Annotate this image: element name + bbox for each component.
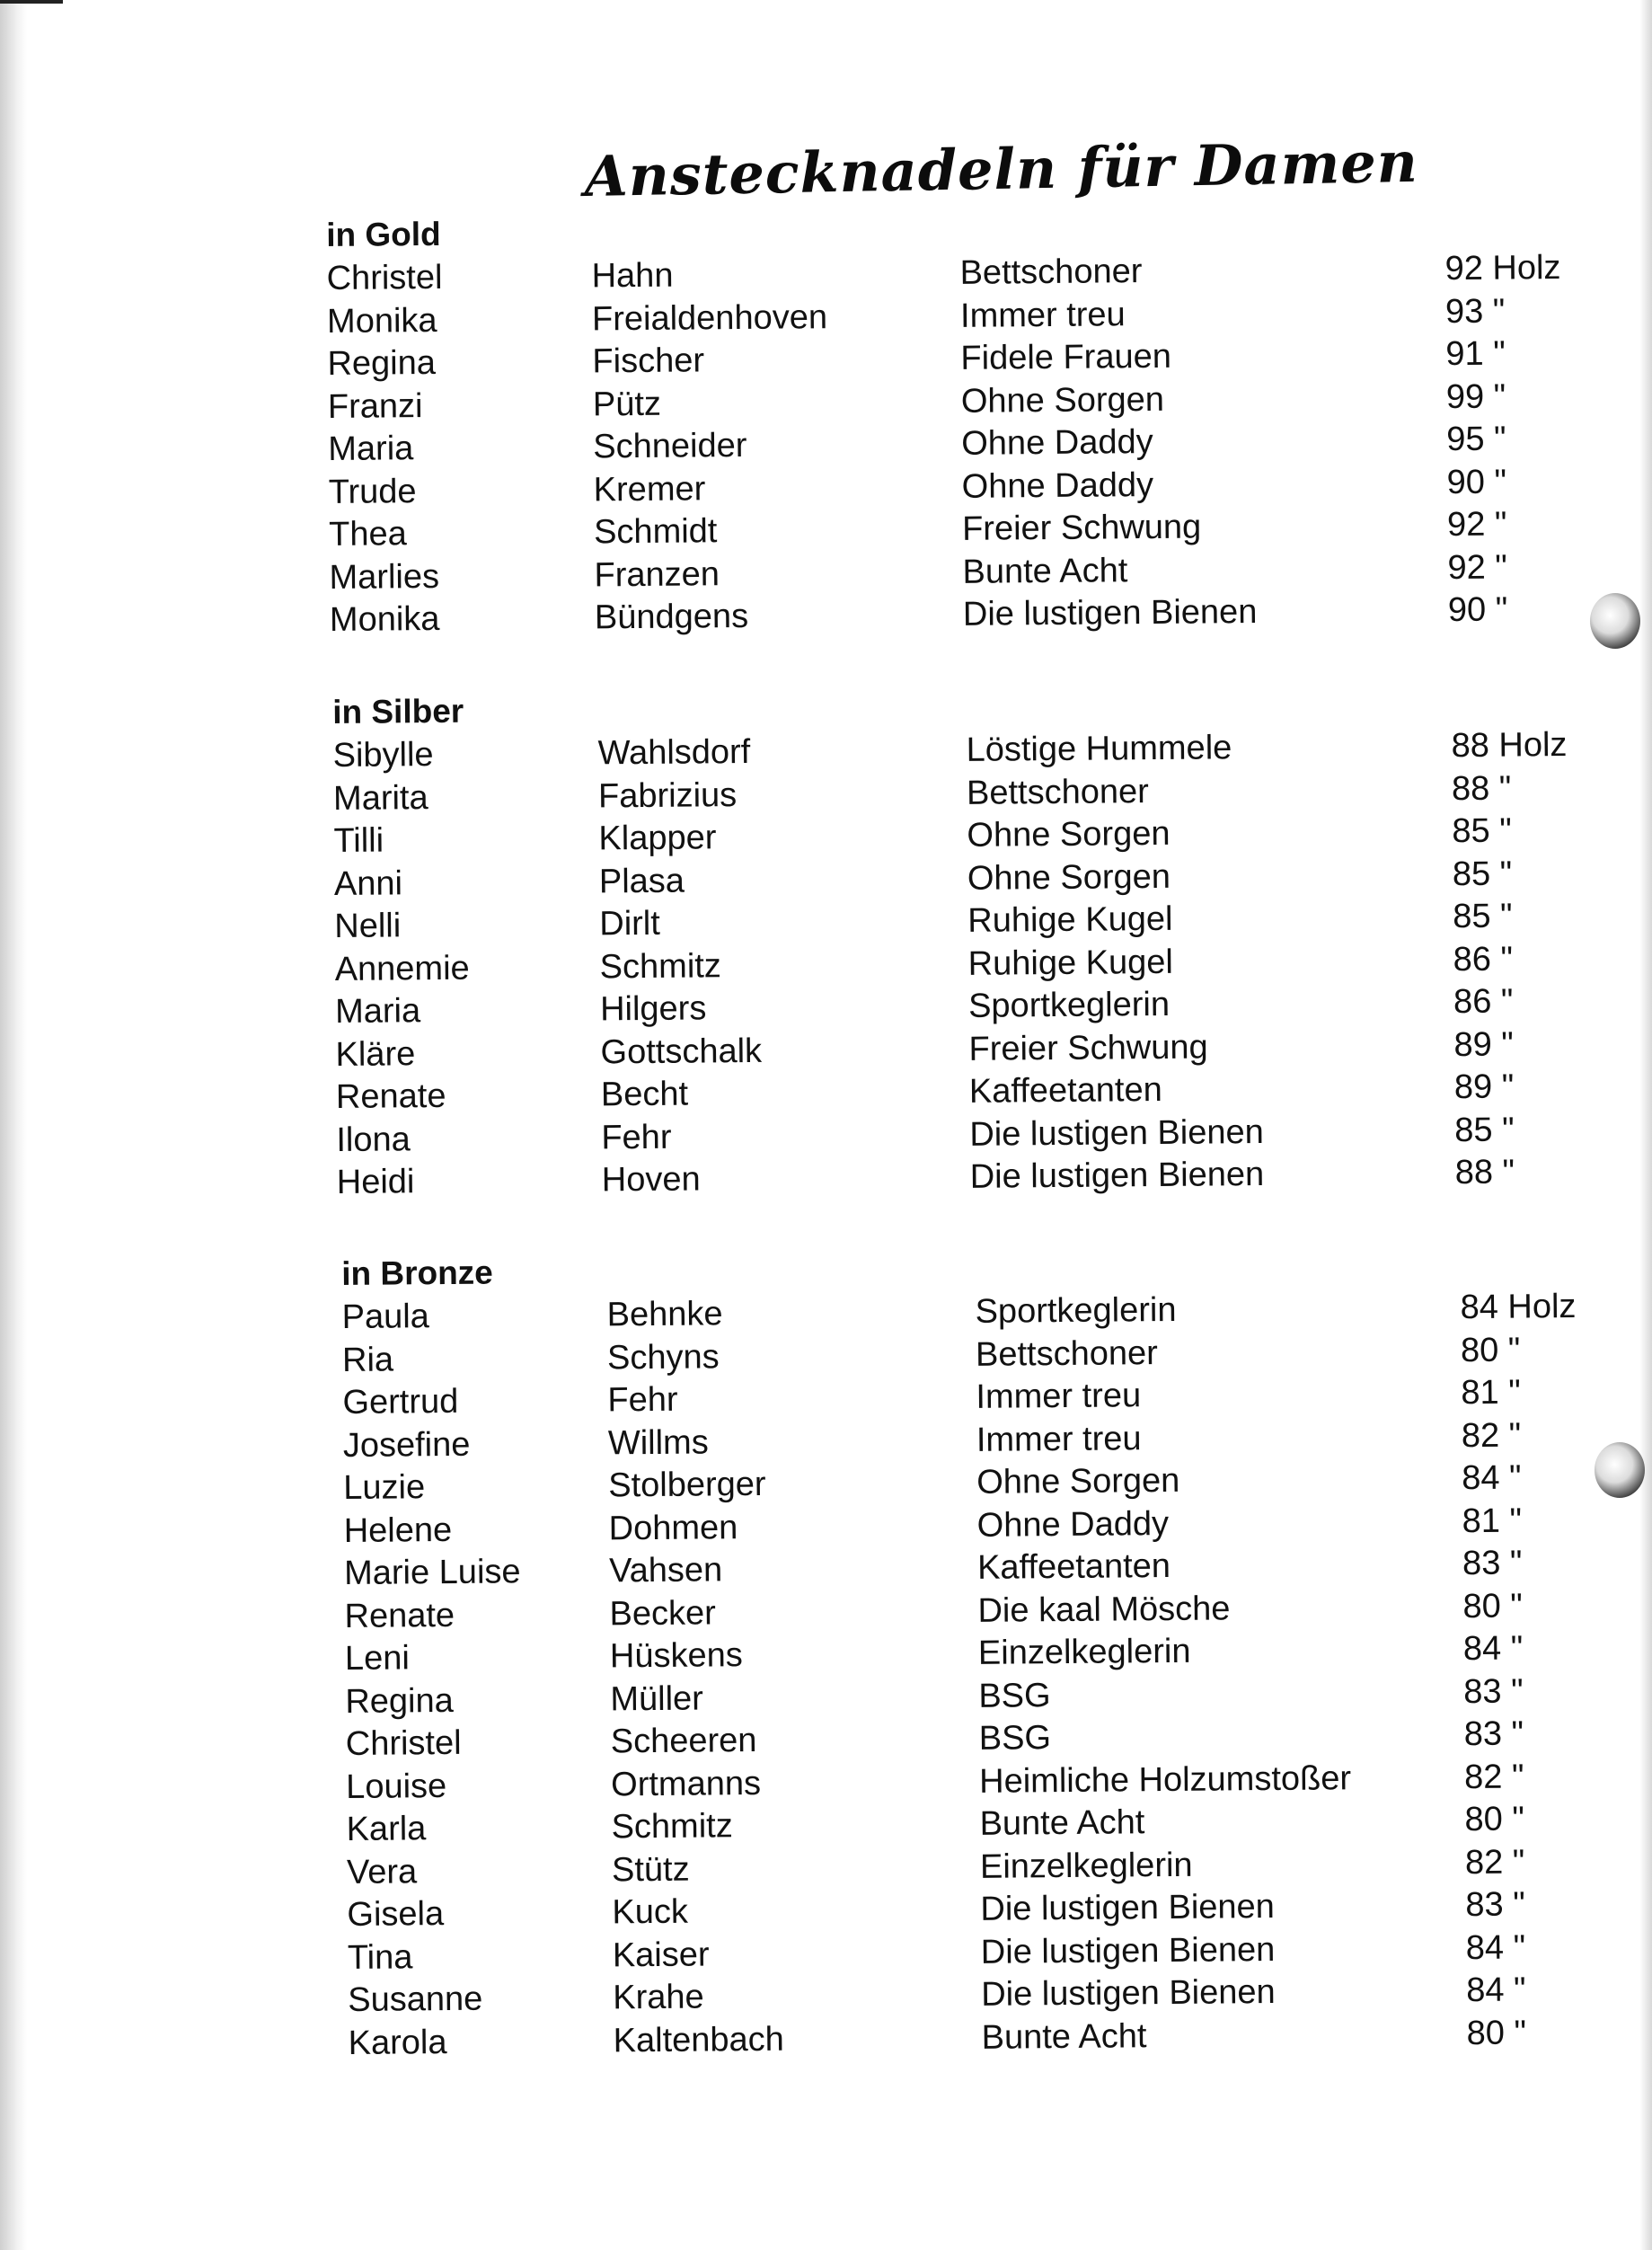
last-name: Fischer [592, 341, 705, 381]
club-name: Die lustigen Bienen [981, 1972, 1276, 2014]
club-name: Heimliche Holzumstoßer [978, 1758, 1352, 1801]
table-row [328, 420, 1506, 472]
last-name: Hilgers [599, 989, 707, 1029]
score: 81 " [1461, 1373, 1521, 1413]
score: 80 " [1460, 1331, 1521, 1369]
score: 83 " [1465, 1885, 1525, 1925]
club-name: Einzelkeglerin [977, 1632, 1191, 1672]
section-rows [332, 726, 1568, 1205]
table-row [332, 726, 1568, 778]
score: 82 " [1461, 1416, 1522, 1455]
first-name: Luzie [343, 1468, 426, 1507]
last-name: Stütz [611, 1850, 690, 1889]
score: 84 " [1466, 1971, 1526, 2010]
last-name: Becker [609, 1593, 716, 1633]
last-name: Plasa [598, 862, 685, 900]
score: 88 " [1451, 769, 1512, 808]
club-name: Kaffeetanten [976, 1546, 1171, 1587]
last-name: Pütz [592, 385, 662, 423]
first-name: Heidi [336, 1163, 415, 1201]
last-name: Klapper [598, 819, 717, 858]
punch-hole-upper [1590, 593, 1640, 649]
last-name: Bündgens [594, 597, 749, 637]
table-row [344, 1587, 1523, 1638]
score: 90 " [1447, 590, 1508, 630]
club-name: Kaffeetanten [968, 1070, 1162, 1111]
club-name: Ohne Daddy [976, 1504, 1170, 1545]
first-name: Vera [346, 1852, 418, 1891]
club-name: Die lustigen Bienen [969, 1112, 1264, 1154]
score: 88 " [1454, 1153, 1515, 1192]
club-name: Ohne Sorgen [976, 1461, 1180, 1501]
table-row [345, 1714, 1524, 1767]
table-row [345, 1672, 1524, 1723]
score: 92 Holz [1444, 249, 1561, 288]
score: 85 " [1454, 1111, 1515, 1149]
last-name: Freialdenhoven [591, 297, 828, 338]
score: 80 " [1464, 1800, 1525, 1839]
section-rows [341, 1288, 1577, 2065]
section-bronze [341, 1251, 1577, 2065]
table-row [334, 940, 1514, 991]
section-heading: in Gold [326, 215, 441, 253]
club-name: Ruhige Kugel [967, 899, 1173, 940]
last-name: Schmitz [611, 1807, 733, 1847]
score: 86 " [1453, 940, 1514, 979]
last-name: Fehr [601, 1118, 672, 1156]
last-name: Dohmen [608, 1508, 738, 1547]
score: 95 " [1446, 420, 1506, 459]
table-row [335, 1025, 1514, 1076]
club-name: Einzelkeglerin [979, 1846, 1193, 1886]
club-name: Bunte Acht [979, 1803, 1145, 1843]
last-name: Krahe [613, 1978, 704, 2017]
club-name: Ohne Daddy [961, 422, 1153, 463]
score: 83 " [1463, 1672, 1524, 1711]
first-name: Monika [326, 301, 437, 341]
scan-edge-shadow-right [1639, 0, 1652, 2250]
first-name: Annemie [334, 949, 470, 988]
section-silber [332, 689, 1568, 1205]
table-row [341, 1331, 1521, 1382]
first-name: Kläre [335, 1034, 416, 1074]
first-name: Susanne [348, 1980, 483, 2019]
table-row [346, 1800, 1525, 1852]
last-name: Vahsen [608, 1551, 723, 1590]
table-row [327, 334, 1506, 386]
last-name: Scheeren [610, 1721, 757, 1761]
table-row [328, 463, 1507, 514]
club-name: Bunte Acht [962, 551, 1128, 591]
last-name: Kaiser [612, 1935, 710, 1974]
first-name: Maria [328, 430, 414, 468]
last-name: Hahn [591, 256, 674, 296]
table-row [336, 1153, 1515, 1205]
score: 84 " [1462, 1458, 1522, 1498]
first-name: Gertrud [342, 1382, 459, 1422]
table-row [332, 769, 1512, 820]
club-name: Die lustigen Bienen [962, 592, 1258, 633]
first-name: Ilona [336, 1120, 411, 1159]
last-name: Behnke [606, 1295, 723, 1334]
first-name: Marita [332, 778, 428, 818]
club-name: Ohne Daddy [961, 465, 1154, 506]
table-row [344, 1629, 1524, 1681]
first-name: Anni [333, 864, 403, 903]
table-row [333, 811, 1512, 864]
first-name: Sibylle [332, 736, 434, 775]
first-name: Tina [347, 1937, 413, 1977]
score: 88 Holz [1451, 726, 1568, 766]
first-name: Gisela [347, 1895, 445, 1934]
last-name: Wahlsdorf [597, 732, 751, 773]
table-row [343, 1501, 1523, 1553]
page-title: Anstecknadeln für Damen [584, 128, 1419, 209]
first-name: Thea [328, 515, 407, 554]
club-name: Die lustigen Bienen [969, 1155, 1265, 1196]
section-rows [326, 249, 1561, 642]
score: 83 " [1462, 1544, 1523, 1583]
last-name: Müller [610, 1679, 704, 1718]
club-name: Immer treu [959, 295, 1126, 335]
scan-top-mark [0, 0, 63, 4]
first-name: Nelli [334, 907, 402, 945]
club-name: Ohne Sorgen [967, 814, 1171, 855]
score: 82 " [1463, 1758, 1524, 1796]
table-row [334, 897, 1513, 949]
last-name: Kremer [593, 469, 706, 509]
table-row [341, 1288, 1577, 1340]
club-name: Sportkeglerin [967, 985, 1171, 1025]
club-name: Immer treu [976, 1377, 1142, 1416]
score: 89 " [1453, 1025, 1514, 1064]
club-name: Löstige Hummele [966, 729, 1232, 769]
table-row [326, 249, 1561, 301]
last-name: Stolberger [608, 1465, 766, 1505]
club-name: Ruhige Kugel [967, 943, 1174, 983]
club-name: Die kaal Mösche [977, 1589, 1231, 1630]
first-name: Leni [344, 1639, 410, 1678]
score: 99 " [1445, 377, 1506, 416]
table-row [333, 855, 1513, 906]
last-name: Kuck [612, 1892, 689, 1932]
score: 89 " [1453, 1067, 1515, 1107]
last-name: Fehr [607, 1380, 678, 1420]
score: 80 " [1462, 1587, 1523, 1625]
club-name: Ohne Sorgen [960, 380, 1165, 421]
club-name: Die lustigen Bienen [980, 1887, 1276, 1928]
last-name: Gottschalk [600, 1032, 763, 1071]
first-name: Franzi [327, 386, 423, 426]
score: 91 " [1445, 334, 1506, 374]
score: 92 " [1447, 548, 1507, 587]
table-row [343, 1458, 1522, 1510]
last-name: Kaltenbach [613, 2020, 785, 2060]
table-row [326, 292, 1506, 343]
club-name: Sportkeglerin [975, 1290, 1177, 1331]
club-name: Bettschoner [959, 252, 1143, 292]
punch-hole-lower [1595, 1442, 1645, 1498]
section-heading: in Silber [332, 692, 464, 731]
first-name: Renate [344, 1596, 455, 1635]
club-name: BSG [978, 1719, 1052, 1758]
section-heading: in Bronze [341, 1253, 493, 1292]
score: 93 " [1444, 292, 1506, 331]
last-name: Franzen [594, 554, 720, 594]
last-name: Dirlt [599, 904, 661, 943]
last-name: Becht [600, 1075, 689, 1114]
table-row [327, 377, 1506, 429]
first-name: Maria [334, 992, 421, 1031]
table-row [334, 982, 1514, 1034]
first-name: Marie Luise [343, 1553, 521, 1592]
first-name: Karla [346, 1810, 427, 1848]
table-row [336, 1111, 1515, 1162]
table-row [348, 2014, 1527, 2065]
last-name: Fabrizius [597, 775, 738, 815]
club-name: Bunte Acht [981, 2016, 1147, 2057]
first-name: Marlies [329, 557, 440, 597]
score: 84 " [1462, 1629, 1524, 1669]
score: 85 " [1452, 855, 1513, 893]
table-row [346, 1843, 1525, 1894]
first-name: Christel [345, 1723, 462, 1763]
score: 85 " [1453, 897, 1513, 936]
table-row [346, 1758, 1524, 1809]
table-row [329, 590, 1508, 642]
first-name: Regina [327, 343, 437, 383]
club-name: Immer treu [976, 1419, 1142, 1459]
score: 90 " [1446, 463, 1507, 501]
first-name: Karola [348, 2023, 447, 2062]
last-name: Hoven [601, 1160, 701, 1200]
first-name: Helene [343, 1510, 453, 1550]
score: 80 " [1466, 2014, 1527, 2052]
club-name: Fidele Frauen [960, 337, 1172, 377]
table-row [343, 1544, 1523, 1596]
last-name: Ortmanns [611, 1764, 762, 1803]
score: 81 " [1462, 1501, 1523, 1540]
score: 83 " [1463, 1714, 1524, 1754]
table-row [348, 1971, 1526, 2022]
last-name: Schyns [606, 1337, 720, 1377]
club-name: Ohne Sorgen [967, 857, 1171, 898]
first-name: Renate [335, 1076, 446, 1116]
club-name: Freier Schwung [968, 1028, 1208, 1068]
club-name: Bettschoner [966, 772, 1149, 812]
last-name: Hüskens [609, 1636, 743, 1676]
score: 84 " [1465, 1928, 1526, 1967]
first-name: Tilli [333, 821, 384, 860]
first-name: Christel [326, 258, 443, 297]
score: 92 " [1446, 505, 1507, 545]
score: 82 " [1464, 1843, 1525, 1882]
first-name: Monika [329, 599, 440, 639]
table-row [342, 1416, 1522, 1467]
club-name: Bettschoner [975, 1333, 1158, 1374]
first-name: Trude [328, 472, 417, 511]
table-row [328, 505, 1507, 557]
table-row [329, 548, 1507, 599]
first-name: Josefine [342, 1425, 471, 1465]
first-name: Paula [341, 1298, 430, 1336]
scan-edge-shadow [0, 0, 27, 2250]
score: 84 Holz [1460, 1288, 1577, 1327]
last-name: Schmitz [599, 946, 722, 986]
table-row [335, 1067, 1515, 1120]
table-row [342, 1373, 1521, 1425]
first-name: Louise [346, 1767, 447, 1806]
score: 86 " [1453, 982, 1514, 1022]
first-name: Ria [341, 1340, 394, 1379]
club-name: BSG [978, 1676, 1051, 1715]
table-row [347, 1885, 1525, 1937]
score: 85 " [1452, 811, 1512, 851]
table-row [347, 1928, 1526, 1980]
club-name: Freier Schwung [961, 508, 1202, 548]
section-gold [326, 212, 1561, 642]
club-name: Die lustigen Bienen [980, 1930, 1276, 1971]
last-name: Schmidt [593, 512, 718, 552]
last-name: Willms [607, 1422, 709, 1462]
last-name: Schneider [593, 426, 747, 466]
first-name: Regina [345, 1681, 454, 1721]
